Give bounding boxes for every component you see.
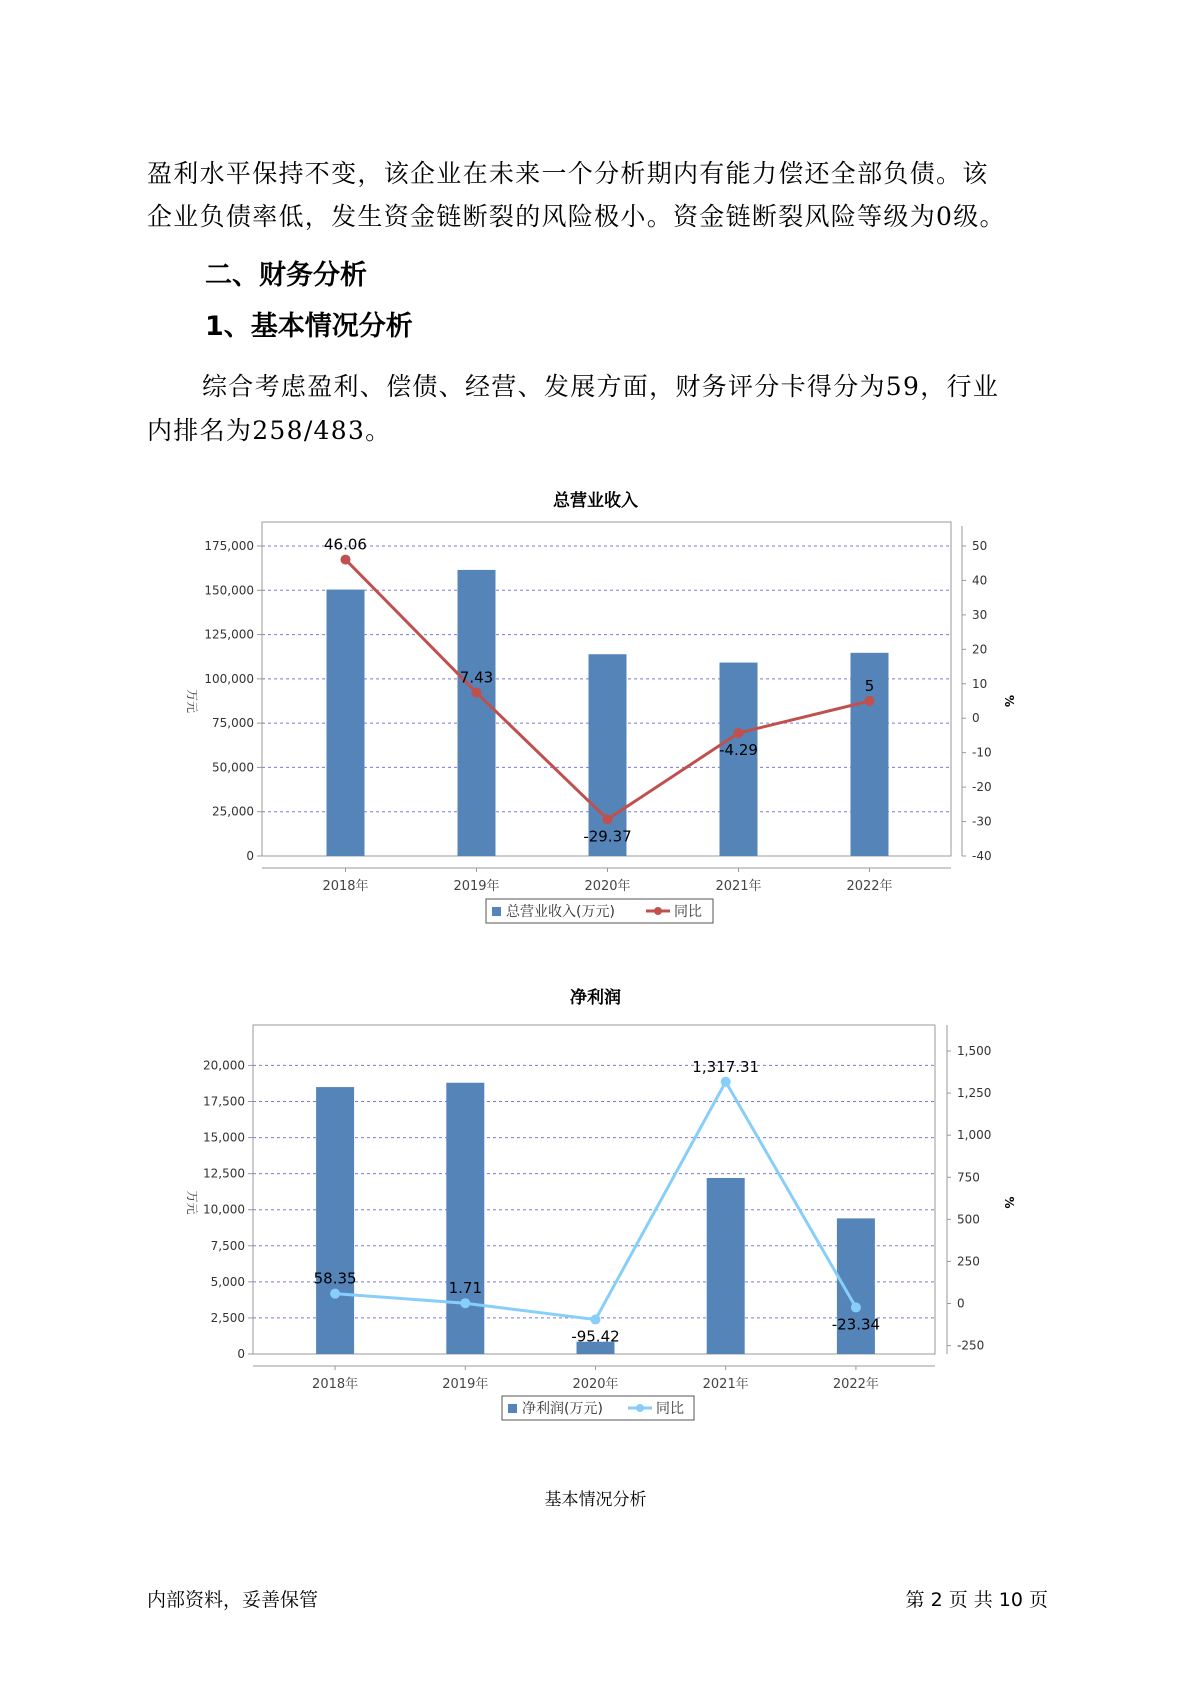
c2-yoy-label: -23.34 — [831, 1315, 881, 1334]
c2-ytick-label: 10,000 — [203, 1202, 245, 1217]
c1-yoy-point — [603, 814, 613, 824]
c1-y2tick-label: 50 — [972, 539, 988, 553]
c1-y2tick-label: 20 — [972, 642, 988, 657]
c1-bar — [589, 654, 627, 856]
c1-ytick-label: 50,000 — [212, 760, 254, 775]
c2-yoy-label: 58.35 — [313, 1269, 357, 1288]
chart2-title: 净利润 — [570, 988, 621, 1008]
c2-legend-label-bar: 净利润(万元) — [522, 1401, 603, 1417]
footer-page-number: 第 2 页 共 10 页 — [905, 1589, 1048, 1611]
c1-yoy-label: 7.43 — [459, 668, 494, 687]
c1-xtick-label: 2022年 — [846, 879, 893, 894]
c2-xtick-label: 2018年 — [312, 1377, 359, 1392]
c2-y2tick-label: -250 — [957, 1338, 985, 1353]
c1-legend-label-bar: 总营业收入(万元) — [506, 904, 615, 920]
c1-yoy-point — [865, 696, 875, 706]
c2-ytick-label: 20,000 — [203, 1058, 245, 1073]
c1-ytick-label: 25,000 — [212, 804, 254, 819]
c1-ytick-label: 75,000 — [212, 716, 254, 731]
c1-y2tick-label: 10 — [972, 676, 988, 691]
c1-yoy-point — [341, 555, 351, 565]
c2-bar — [446, 1083, 484, 1354]
c2-y2tick-label: 250 — [957, 1254, 980, 1269]
c2-yoy-label: -95.42 — [571, 1327, 620, 1346]
c2-xtick-label: 2019年 — [442, 1377, 489, 1392]
c1-xtick-label: 2020年 — [584, 879, 631, 894]
c2-bar — [316, 1087, 354, 1354]
c1-yoy-point — [734, 728, 744, 738]
figure-caption: 基本情况分析 — [544, 1490, 647, 1510]
c2-y2tick-label: 1,500 — [957, 1044, 992, 1058]
c2-y2label: % — [1002, 1196, 1016, 1209]
c1-y2tick-label: -10 — [972, 745, 992, 760]
revenue-chart — [0, 510, 1191, 930]
c2-y2tick-label: 0 — [957, 1296, 965, 1311]
c1-bar — [327, 590, 365, 856]
c2-xtick-label: 2021年 — [702, 1377, 749, 1392]
net-profit-chart — [0, 1010, 1191, 1430]
c1-yoy-point — [472, 688, 482, 698]
c1-ytick-label: 125,000 — [204, 627, 254, 642]
c2-bar — [707, 1178, 745, 1354]
c1-ytick-label: 150,000 — [204, 583, 254, 598]
c2-ylabel: 万元 — [185, 1190, 199, 1215]
c1-y2tick-label: 30 — [972, 607, 988, 622]
c1-yoy-label: 5 — [864, 677, 875, 695]
c1-y2tick-label: 0 — [972, 711, 980, 726]
c1-ytick-label: 175,000 — [204, 539, 254, 553]
paragraph2-line2: 内排名为258/483。 — [147, 416, 392, 445]
c2-y2tick-label: 1,250 — [957, 1086, 992, 1101]
c2-ytick-label: 7,500 — [210, 1238, 245, 1253]
c1-bar — [458, 570, 496, 856]
c2-ytick-label: 0 — [237, 1347, 245, 1361]
c1-ytick-label: 100,000 — [204, 671, 254, 686]
paragraph1-line2: 企业负债率低，发生资金链断裂的风险极小。资金链断裂风险等级为0级。 — [147, 202, 1006, 231]
paragraph1-line1: 盈利水平保持不变，该企业在未来一个分析期内有能力偿还全部负债。该 — [147, 159, 989, 188]
c1-yoy-label: 46.06 — [324, 535, 367, 554]
c2-yoy-point — [721, 1077, 731, 1087]
c1-legend-swatch-bar — [492, 907, 501, 916]
c2-y2tick-label: 500 — [957, 1212, 980, 1227]
c1-y2label: % — [1002, 694, 1016, 708]
c2-xtick-label: 2022年 — [832, 1377, 879, 1392]
c1-yoy-label: -4.29 — [719, 740, 758, 759]
c2-y2tick-label: 750 — [957, 1170, 980, 1185]
subsection-heading: 1、基本情况分析 — [205, 311, 413, 342]
c2-yoy-point — [330, 1289, 340, 1299]
c1-y2tick-label: -40 — [972, 849, 992, 863]
c2-legend-swatch-bar — [508, 1404, 517, 1413]
c2-yoy-point — [591, 1315, 601, 1325]
c2-yoy-label: 1.71 — [448, 1279, 483, 1298]
c1-yoy-label: -29.37 — [583, 827, 632, 846]
c2-ytick-label: 17,500 — [203, 1094, 245, 1109]
c1-xtick-label: 2019年 — [453, 879, 500, 894]
c2-yoy-point — [851, 1302, 861, 1312]
c1-xtick-label: 2018年 — [322, 879, 369, 894]
c2-yoy-point — [460, 1298, 470, 1308]
c1-bar — [720, 663, 758, 856]
c1-y2tick-label: -20 — [972, 780, 992, 795]
c2-legend-label-line: 同比 — [656, 1401, 684, 1417]
c2-yoy-label: 1,317.31 — [692, 1057, 760, 1076]
footer-confidential: 内部资料，妥善保管 — [147, 1589, 319, 1611]
c2-plot-frame — [253, 1025, 935, 1354]
c2-ytick-label: 2,500 — [210, 1310, 245, 1325]
c1-y2tick-label: 40 — [972, 573, 988, 588]
c2-ytick-label: 5,000 — [210, 1274, 245, 1289]
c1-ylabel: 万元 — [185, 688, 199, 714]
c1-legend-label-line: 同比 — [674, 904, 702, 920]
chart1-title: 总营业收入 — [553, 491, 638, 511]
c2-y2tick-label: 1,000 — [957, 1128, 992, 1143]
c1-legend-swatch-dot — [654, 907, 662, 915]
paragraph2-line1: 综合考虑盈利、偿债、经营、发展方面，财务评分卡得分为59，行业 — [202, 372, 1000, 401]
c1-xtick-label: 2021年 — [715, 879, 762, 894]
section-heading: 二、财务分析 — [205, 260, 367, 291]
c2-xtick-label: 2020年 — [572, 1377, 619, 1392]
c1-y2tick-label: -30 — [972, 814, 992, 829]
c2-ytick-label: 15,000 — [203, 1130, 245, 1145]
c1-ytick-label: 0 — [246, 849, 254, 863]
c2-legend-swatch-dot — [636, 1404, 644, 1412]
c2-ytick-label: 12,500 — [203, 1166, 245, 1181]
